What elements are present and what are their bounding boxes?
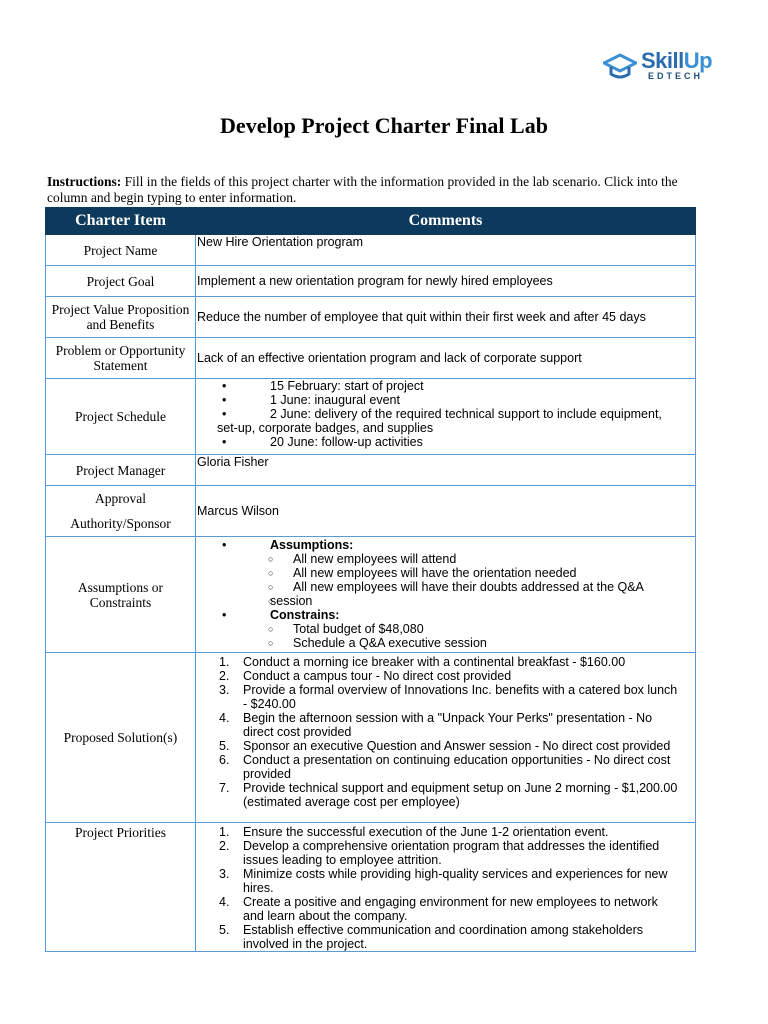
row-value-proposition <box>46 297 696 338</box>
list-item: • 20 June: follow-up activities <box>197 435 695 449</box>
item-label: Proposed Solution(s) <box>46 653 196 823</box>
list-item: • Constrains: <box>197 608 695 622</box>
row-problem-statement <box>46 338 696 379</box>
schedule-list <box>197 379 695 449</box>
solutions-list <box>197 655 695 809</box>
comment-field[interactable]: Gloria Fisher <box>196 455 696 486</box>
row-approval-authority <box>46 486 696 537</box>
row-project-manager <box>46 455 696 486</box>
assumptions-sublist <box>197 552 695 608</box>
list-item: • 15 February: start of project <box>197 379 695 393</box>
assumptions-list <box>197 538 695 552</box>
logo-subtitle: EDTECH <box>648 71 704 81</box>
list-item: • Assumptions: <box>197 538 695 552</box>
list-item: 5. Sponsor an executive Question and Answer session - No direct cost provided <box>219 739 671 753</box>
list-item: ○ Schedule a Q&A executive session <box>197 636 695 650</box>
comment-field[interactable]: Marcus Wilson <box>196 486 696 537</box>
constraints-sublist <box>197 622 695 650</box>
list-item: ○ Total budget of $48,080 <box>197 622 695 636</box>
row-project-schedule <box>46 379 696 455</box>
list-item: 2. Conduct a campus tour - No direct cost provided <box>219 669 512 683</box>
item-label: Project Schedule <box>46 379 196 455</box>
comment-field[interactable]: Reduce the number of employee that quit within their first week and after 45 days <box>196 297 696 338</box>
comment-field[interactable] <box>196 379 696 455</box>
list-item: 2. Develop a comprehensive orientation program that addresses the identified issues leading to employee attrition. <box>219 839 660 867</box>
list-item: 4. Create a positive and engaging environment for new employees to network and learn about the company. <box>219 895 658 923</box>
comment-field[interactable]: New Hire Orientation program <box>196 235 696 266</box>
item-label: Project Name <box>46 235 196 266</box>
instructions-label: Instructions: <box>47 174 122 189</box>
header-charter-item: Charter Item <box>46 208 196 235</box>
instructions-text: Fill in the fields of this project charter with the information provided in the lab scenario. Click into the column and begin typing to enter information. <box>47 174 678 205</box>
comment-field[interactable]: Implement a new orientation program for newly hired employees <box>196 266 696 297</box>
list-item: 6. Conduct a presentation on continuing education opportunities - No direct cost provided <box>219 753 671 781</box>
graduation-cap-icon <box>603 53 637 81</box>
row-project-name <box>46 235 696 266</box>
charter-table <box>45 207 696 952</box>
list-item: 4. Begin the afternoon session with a "Unpack Your Perks" presentation - No direct cost provided <box>219 711 653 739</box>
constraints-list <box>197 608 695 622</box>
list-item: 7. Provide technical support and equipment setup on June 2 morning - $1,200.00 (estimated average cost per employee) <box>219 781 678 809</box>
row-project-priorities <box>46 823 696 952</box>
item-label: Project Goal <box>46 266 196 297</box>
list-item: • 2 June: delivery of the required technical support to include equipment, set-up, corporate badges, and supplies <box>197 407 695 435</box>
list-item: ○ All new employees will have the orientation needed <box>197 566 695 580</box>
list-item: ○ All new employees will have their doubts addressed at the Q&A <box>197 580 695 594</box>
row-project-goal <box>46 266 696 297</box>
instructions <box>47 174 717 206</box>
comment-field[interactable] <box>196 823 696 952</box>
row-assumptions-constraints <box>46 537 696 653</box>
list-item: 3. Minimize costs while providing high-quality services and experiences for new hires. <box>219 867 668 895</box>
page-title: Develop Project Charter Final Lab <box>220 113 548 138</box>
priorities-list <box>197 825 695 951</box>
skillup-logo <box>603 50 723 86</box>
item-label: Problem or Opportunity Statement <box>46 338 196 379</box>
list-item: 5. Establish effective communication and coordination among stakeholders involved in the project. <box>219 923 643 951</box>
header-comments: Comments <box>196 208 696 235</box>
row-proposed-solutions <box>46 653 696 823</box>
item-label: Project Priorities <box>46 823 196 952</box>
list-item: 1. Ensure the successful execution of the June 1-2 orientation event. <box>219 825 609 839</box>
list-item: • 1 June: inaugural event <box>197 393 695 407</box>
comment-field[interactable] <box>196 653 696 823</box>
item-label: Project Value Proposition and Benefits <box>46 297 196 338</box>
comment-field[interactable] <box>196 537 696 653</box>
table-header-row <box>46 208 696 235</box>
logo-wordmark: SkillUp <box>641 48 713 73</box>
comment-field[interactable]: Lack of an effective orientation program and lack of corporate support <box>196 338 696 379</box>
item-label: Assumptions or Constraints <box>46 537 196 653</box>
item-label: Approval Authority/Sponsor <box>46 486 196 537</box>
list-item-continuation: ○ session <box>197 594 695 608</box>
list-item: 3. Provide a formal overview of Innovations Inc. benefits with a catered box lunch - $240.00 <box>219 683 678 711</box>
item-label: Project Manager <box>46 455 196 486</box>
list-item: ○ All new employees will attend <box>197 552 695 566</box>
list-item: 1. Conduct a morning ice breaker with a continental breakfast - $160.00 <box>219 655 626 669</box>
